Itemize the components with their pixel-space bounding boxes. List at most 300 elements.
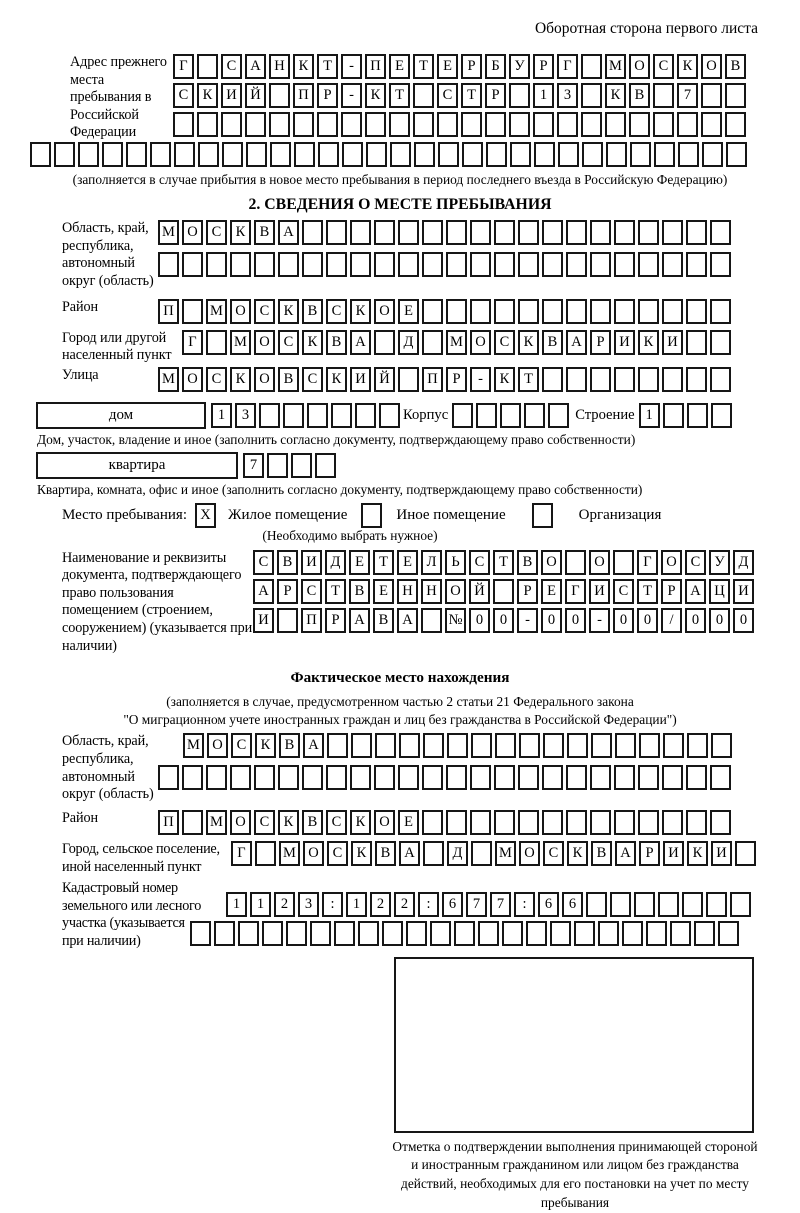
char-box: Ь xyxy=(445,550,466,575)
char-box: К xyxy=(365,83,386,108)
char-box: 1 xyxy=(250,892,271,917)
region-field xyxy=(62,220,800,290)
char-box xyxy=(291,453,312,478)
char-box: Г xyxy=(557,54,578,79)
char-box xyxy=(726,142,747,167)
char-box xyxy=(725,112,746,137)
char-box xyxy=(206,765,227,790)
char-box: М xyxy=(446,330,467,355)
char-box xyxy=(542,810,563,835)
cadastral-row-2[interactable] xyxy=(190,921,754,946)
char-box xyxy=(413,83,434,108)
stay-type-field xyxy=(62,503,800,528)
char-box xyxy=(548,403,569,428)
char-box: Т xyxy=(637,579,658,604)
char-box xyxy=(613,550,634,575)
char-box xyxy=(126,142,147,167)
char-box: П xyxy=(422,367,443,392)
char-box: С xyxy=(685,550,706,575)
actual-city-row[interactable] xyxy=(231,841,759,866)
char-box xyxy=(518,765,539,790)
char-box xyxy=(590,810,611,835)
char-box xyxy=(662,220,683,245)
char-box: К xyxy=(567,841,588,866)
char-box: Д xyxy=(325,550,346,575)
cadastral-row-1[interactable] xyxy=(226,892,754,917)
char-box: 3 xyxy=(298,892,319,917)
previous-address-row-4[interactable] xyxy=(30,142,800,167)
char-box: П xyxy=(301,608,322,633)
char-box: И xyxy=(733,579,754,604)
char-box: - xyxy=(589,608,610,633)
actual-region-row-1[interactable] xyxy=(183,733,735,758)
char-box xyxy=(614,765,635,790)
stay-type-note: (Необходимо выбрать нужное) xyxy=(262,527,438,543)
char-box: В xyxy=(302,299,323,324)
char-box xyxy=(334,921,355,946)
stroenie-row[interactable] xyxy=(639,403,735,428)
char-box: О xyxy=(541,550,562,575)
city-row[interactable] xyxy=(182,330,734,355)
street-row[interactable] xyxy=(158,367,734,392)
char-box xyxy=(351,733,372,758)
char-box: : xyxy=(322,892,343,917)
char-box: Е xyxy=(373,579,394,604)
char-box xyxy=(462,142,483,167)
char-box: Т xyxy=(317,54,338,79)
char-box: 1 xyxy=(346,892,367,917)
char-box: 2 xyxy=(370,892,391,917)
char-box xyxy=(557,112,578,137)
char-box xyxy=(222,142,243,167)
char-box: 3 xyxy=(557,83,578,108)
char-box xyxy=(586,892,607,917)
char-box: Б xyxy=(485,54,506,79)
korpus-row[interactable] xyxy=(452,403,572,428)
char-box xyxy=(653,83,674,108)
char-box: 1 xyxy=(533,83,554,108)
char-box: С xyxy=(326,299,347,324)
char-box xyxy=(638,252,659,277)
char-box xyxy=(238,921,259,946)
char-box xyxy=(277,608,298,633)
char-box xyxy=(317,112,338,137)
char-box: О xyxy=(374,299,395,324)
section2-title: 2. СВЕДЕНИЯ О МЕСТЕ ПРЕБЫВАНИЯ xyxy=(248,196,552,214)
char-box xyxy=(446,252,467,277)
char-box xyxy=(614,252,635,277)
char-box: 2 xyxy=(274,892,295,917)
char-box: А xyxy=(615,841,636,866)
char-box xyxy=(542,220,563,245)
char-box: К xyxy=(350,810,371,835)
char-box: Й xyxy=(469,579,490,604)
char-box xyxy=(350,252,371,277)
char-box xyxy=(446,220,467,245)
char-box xyxy=(302,765,323,790)
char-box: Е xyxy=(398,299,419,324)
char-box: П xyxy=(158,299,179,324)
char-box: 0 xyxy=(565,608,586,633)
char-box xyxy=(494,220,515,245)
char-box xyxy=(566,765,587,790)
checkbox-organization[interactable] xyxy=(532,503,553,528)
char-box: 0 xyxy=(613,608,634,633)
char-box xyxy=(682,892,703,917)
char-box xyxy=(686,220,707,245)
char-box xyxy=(542,299,563,324)
char-box xyxy=(246,142,267,167)
char-box: П xyxy=(365,54,386,79)
char-box xyxy=(255,841,276,866)
char-box: С xyxy=(494,330,515,355)
char-box xyxy=(270,142,291,167)
actual-district-row[interactable] xyxy=(158,810,734,835)
char-box xyxy=(267,453,288,478)
char-box xyxy=(366,142,387,167)
char-box: И xyxy=(253,608,274,633)
char-box: О xyxy=(230,810,251,835)
char-box xyxy=(654,142,675,167)
char-box: Е xyxy=(541,579,562,604)
char-box xyxy=(494,765,515,790)
char-box xyxy=(259,403,280,428)
char-box: 7 xyxy=(243,453,264,478)
char-box xyxy=(706,892,727,917)
char-box xyxy=(686,810,707,835)
char-box xyxy=(662,765,683,790)
char-box xyxy=(358,921,379,946)
char-box xyxy=(269,83,290,108)
char-box xyxy=(406,921,427,946)
char-box xyxy=(686,252,707,277)
char-box xyxy=(493,579,514,604)
char-box: С xyxy=(253,550,274,575)
char-box xyxy=(638,765,659,790)
house-note: Дом, участок, владение и иное (заполнить согласно документу, подтверждающему право собственности) xyxy=(37,431,636,447)
document-label: Наименование и реквизиты документа, подтверждающего право пользования помещением (строением, сооружением) (указывается при наличии) xyxy=(62,549,253,654)
char-box: Г xyxy=(565,579,586,604)
char-box: И xyxy=(301,550,322,575)
char-box: М xyxy=(206,299,227,324)
district-label: Район xyxy=(62,298,98,315)
char-box xyxy=(446,765,467,790)
char-box xyxy=(173,112,194,137)
char-box xyxy=(422,220,443,245)
char-box xyxy=(398,252,419,277)
char-box xyxy=(254,765,275,790)
char-box: В xyxy=(629,83,650,108)
document-row-1[interactable] xyxy=(253,550,757,575)
char-box: П xyxy=(293,83,314,108)
char-box xyxy=(574,921,595,946)
previous-address-section xyxy=(70,54,800,142)
char-box: Р xyxy=(533,54,554,79)
char-box xyxy=(470,299,491,324)
char-box xyxy=(582,142,603,167)
char-box: 0 xyxy=(733,608,754,633)
char-box xyxy=(390,142,411,167)
char-box xyxy=(206,252,227,277)
char-box: К xyxy=(638,330,659,355)
char-box: Р xyxy=(317,83,338,108)
char-box: Н xyxy=(269,54,290,79)
actual-location-note-2: "О миграционном учете иностранных граждан и лиц без гражданства в Российской Федерации") xyxy=(123,712,677,728)
char-box xyxy=(327,733,348,758)
apartment-box-label: квартира xyxy=(36,452,238,479)
char-box xyxy=(646,921,667,946)
char-box: В xyxy=(375,841,396,866)
char-box xyxy=(355,403,376,428)
char-box xyxy=(502,921,523,946)
char-box xyxy=(414,142,435,167)
char-box: 6 xyxy=(538,892,559,917)
char-box: : xyxy=(418,892,439,917)
char-box xyxy=(318,142,339,167)
checkbox-other-premises[interactable] xyxy=(361,503,382,528)
char-box xyxy=(461,112,482,137)
page-title: Оборотная сторона первого листа xyxy=(534,20,758,37)
char-box: О xyxy=(629,54,650,79)
char-box: А xyxy=(397,608,418,633)
district-row[interactable] xyxy=(158,299,734,324)
char-box xyxy=(158,765,179,790)
char-box: Т xyxy=(493,550,514,575)
char-box: Д xyxy=(733,550,754,575)
char-box: К xyxy=(230,220,251,245)
apartment-row[interactable] xyxy=(243,453,339,478)
char-box xyxy=(590,252,611,277)
char-box xyxy=(471,841,492,866)
street-label: Улица xyxy=(62,366,99,383)
checkbox-residential[interactable]: Х xyxy=(195,503,216,528)
document-row-3[interactable] xyxy=(253,608,757,633)
char-box xyxy=(470,810,491,835)
actual-district-label: Район xyxy=(62,809,98,826)
char-box xyxy=(262,921,283,946)
char-box xyxy=(422,330,443,355)
char-box xyxy=(622,921,643,946)
char-box: С xyxy=(173,83,194,108)
char-box: 0 xyxy=(685,608,706,633)
char-box: О xyxy=(374,810,395,835)
char-box: Г xyxy=(637,550,658,575)
char-box xyxy=(190,921,211,946)
char-box xyxy=(307,403,328,428)
actual-region-field xyxy=(62,733,800,803)
char-box xyxy=(206,330,227,355)
char-box xyxy=(214,921,235,946)
document-row-2[interactable] xyxy=(253,579,757,604)
char-box xyxy=(510,142,531,167)
previous-address-row-1[interactable] xyxy=(173,54,749,79)
char-box xyxy=(446,299,467,324)
char-box xyxy=(710,299,731,324)
char-box xyxy=(590,765,611,790)
char-box: О xyxy=(182,220,203,245)
cadastral-label: Кадастровый номер земельного или лесного участка (указывается при наличии) xyxy=(62,880,202,949)
char-box xyxy=(662,810,683,835)
char-box: - xyxy=(341,54,362,79)
char-box xyxy=(310,921,331,946)
option-residential-label: Жилое помещение xyxy=(228,506,348,523)
region-row-2[interactable] xyxy=(158,252,734,277)
char-box: М xyxy=(206,810,227,835)
char-box xyxy=(182,252,203,277)
char-box: О xyxy=(661,550,682,575)
char-box: С xyxy=(613,579,634,604)
char-box: М xyxy=(230,330,251,355)
char-box: И xyxy=(221,83,242,108)
char-box: 7 xyxy=(490,892,511,917)
char-box xyxy=(174,142,195,167)
actual-location-note-1: (заполняется в случае, предусмотренном частью 2 статьи 21 Федерального закона xyxy=(166,694,634,710)
char-box: 1 xyxy=(639,403,660,428)
char-box xyxy=(701,83,722,108)
char-box xyxy=(54,142,75,167)
char-box xyxy=(470,252,491,277)
char-box: С xyxy=(206,220,227,245)
char-box xyxy=(662,367,683,392)
char-box: № xyxy=(445,608,466,633)
char-box: М xyxy=(605,54,626,79)
char-box: В xyxy=(302,810,323,835)
stay-type-label: Место пребывания: xyxy=(62,506,187,523)
house-number-row[interactable] xyxy=(211,403,403,428)
char-box xyxy=(30,142,51,167)
char-box xyxy=(725,83,746,108)
char-box: О xyxy=(589,550,610,575)
char-box: А xyxy=(566,330,587,355)
char-box xyxy=(662,299,683,324)
char-box: Д xyxy=(447,841,468,866)
char-box: Д xyxy=(398,330,419,355)
char-box xyxy=(379,403,400,428)
char-box xyxy=(590,367,611,392)
char-box xyxy=(197,112,218,137)
char-box: 1 xyxy=(226,892,247,917)
char-box xyxy=(634,892,655,917)
char-box: С xyxy=(543,841,564,866)
previous-address-row-3[interactable] xyxy=(173,112,749,137)
char-box xyxy=(78,142,99,167)
previous-address-note: (заполняется в случае прибытия в новое место пребывания в период последнего въезда в Российскую Федерацию) xyxy=(72,172,728,188)
char-box xyxy=(413,112,434,137)
actual-region-row-2[interactable] xyxy=(158,765,735,790)
char-box xyxy=(375,733,396,758)
char-box: К xyxy=(302,330,323,355)
char-box xyxy=(494,810,515,835)
char-box xyxy=(437,112,458,137)
char-box: М xyxy=(495,841,516,866)
char-box xyxy=(543,733,564,758)
stamp-note: Отметка о подтверждении выполнения принимающей стороной и иностранным гражданином или лицом без гражданства действий, необходимых для его постановки на учет по месту пребывания xyxy=(392,1138,758,1210)
char-box: К xyxy=(677,54,698,79)
char-box: М xyxy=(279,841,300,866)
char-box: С xyxy=(301,579,322,604)
house-field xyxy=(36,402,800,429)
char-box xyxy=(566,810,587,835)
char-box: С xyxy=(231,733,252,758)
char-box xyxy=(542,367,563,392)
char-box: Е xyxy=(389,54,410,79)
char-box: О xyxy=(470,330,491,355)
char-box xyxy=(350,765,371,790)
char-box: О xyxy=(254,330,275,355)
char-box: Й xyxy=(374,367,395,392)
actual-city-label: Город, сельское поселение, иной населенный пункт xyxy=(62,840,220,875)
char-box: Т xyxy=(373,550,394,575)
char-box: Й xyxy=(245,83,266,108)
char-box xyxy=(398,765,419,790)
char-box xyxy=(398,367,419,392)
char-box xyxy=(581,112,602,137)
char-box: С xyxy=(221,54,242,79)
char-box xyxy=(365,112,386,137)
char-box: Р xyxy=(590,330,611,355)
char-box xyxy=(686,299,707,324)
char-box: С xyxy=(469,550,490,575)
char-box xyxy=(663,733,684,758)
char-box xyxy=(283,403,304,428)
char-box xyxy=(518,220,539,245)
char-box xyxy=(438,142,459,167)
char-box: Р xyxy=(461,54,482,79)
char-box xyxy=(494,252,515,277)
char-box xyxy=(581,54,602,79)
char-box: Л xyxy=(421,550,442,575)
char-box xyxy=(518,252,539,277)
char-box xyxy=(606,142,627,167)
char-box: В xyxy=(326,330,347,355)
char-box xyxy=(518,810,539,835)
char-box: К xyxy=(278,299,299,324)
char-box xyxy=(518,299,539,324)
city-field xyxy=(62,330,800,365)
char-box: Т xyxy=(518,367,539,392)
char-box: С xyxy=(254,299,275,324)
char-box: 7 xyxy=(466,892,487,917)
region-row-1[interactable] xyxy=(158,220,734,245)
char-box xyxy=(542,765,563,790)
actual-district-field xyxy=(62,810,800,839)
char-box xyxy=(494,299,515,324)
char-box xyxy=(694,921,715,946)
char-box: У xyxy=(709,550,730,575)
char-box xyxy=(678,142,699,167)
char-box xyxy=(150,142,171,167)
char-box xyxy=(422,252,443,277)
char-box xyxy=(566,252,587,277)
previous-address-row-2[interactable] xyxy=(173,83,749,108)
char-box: М xyxy=(158,220,179,245)
char-box xyxy=(293,112,314,137)
char-box xyxy=(663,403,684,428)
char-box xyxy=(500,403,521,428)
char-box: К xyxy=(230,367,251,392)
char-box: Г xyxy=(231,841,252,866)
char-box: - xyxy=(341,83,362,108)
char-box xyxy=(422,765,443,790)
char-box: Р xyxy=(446,367,467,392)
char-box: Т xyxy=(325,579,346,604)
char-box xyxy=(509,112,530,137)
char-box: И xyxy=(662,330,683,355)
char-box xyxy=(478,921,499,946)
char-box xyxy=(302,252,323,277)
char-box xyxy=(638,220,659,245)
char-box xyxy=(470,765,491,790)
